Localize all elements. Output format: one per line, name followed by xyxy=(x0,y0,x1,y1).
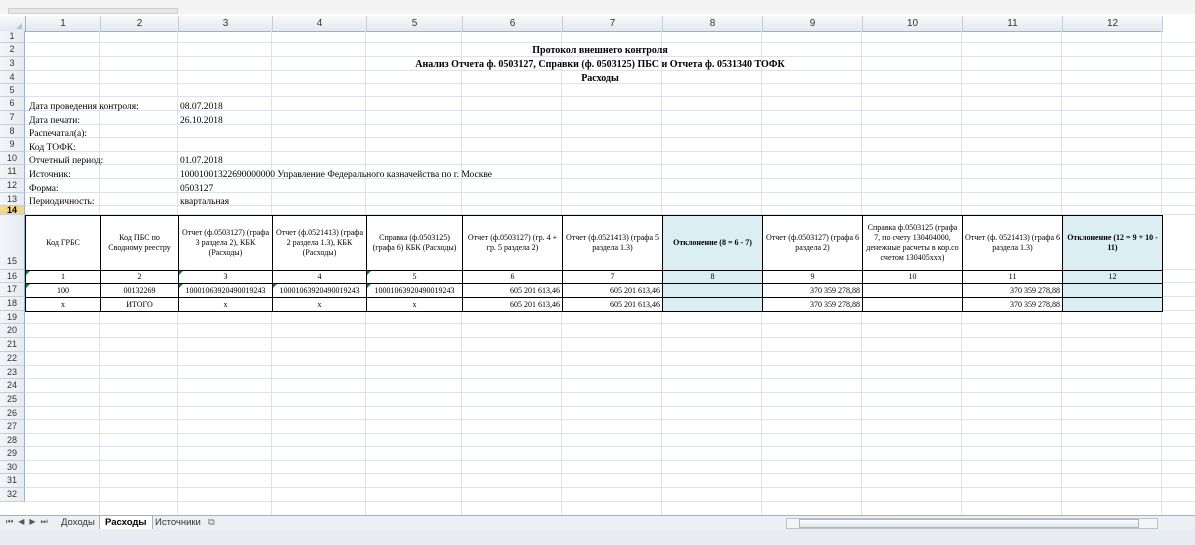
row-header[interactable]: 26 xyxy=(0,407,25,420)
sheet-tab-bar xyxy=(0,515,1195,530)
table-header-cell[interactable]: Отклонение (12 = 9 + 10 - 11) xyxy=(1062,215,1163,271)
table-header-cell[interactable]: Отчет (ф.0521413) (графа 5 раздела 1.3) xyxy=(562,215,663,271)
info-value: 01.07.2018 xyxy=(180,156,223,166)
table-header-cell[interactable]: Справка (ф.0503125) (графа 6) КБК (Расходы) xyxy=(366,215,463,271)
row-header[interactable]: 24 xyxy=(0,379,25,393)
column-header[interactable]: 12 xyxy=(1063,16,1163,31)
scroll-thumb[interactable] xyxy=(799,519,1139,528)
gridline xyxy=(25,365,1195,366)
info-label: Периодичность: xyxy=(29,197,95,207)
gridline xyxy=(25,70,1195,71)
row-header[interactable]: 9 xyxy=(0,138,25,152)
table-cell[interactable]: х xyxy=(366,297,463,312)
row-header[interactable]: 22 xyxy=(0,352,25,366)
row-header[interactable]: 30 xyxy=(0,461,25,474)
row-header[interactable]: 3 xyxy=(0,57,25,71)
spreadsheet-grid[interactable] xyxy=(0,31,1195,515)
table-header-cell[interactable]: Отчет (ф.0503127) (гр. 4 + гр. 5 раздела 2) xyxy=(462,215,563,271)
table-header-cell[interactable]: Справка ф.0503125 (графа 7, по счету 130404000, денежные расчеты в кор.со счетом 130405ххх) xyxy=(862,215,963,271)
row-header[interactable]: 25 xyxy=(0,393,25,407)
table-header-cell[interactable]: Отклонение (8 = 6 - 7) xyxy=(662,215,763,271)
info-value: 10001001322690000000 Управление Федерального казначейства по г. Москве xyxy=(180,170,493,180)
row-header[interactable]: 13 xyxy=(0,193,25,206)
row-header[interactable]: 29 xyxy=(0,447,25,461)
table-number-cell[interactable]: 9 xyxy=(762,270,863,284)
table-number-cell[interactable]: 2 xyxy=(100,270,179,284)
gridline xyxy=(25,487,1195,488)
table-number-cell[interactable]: 11 xyxy=(962,270,1063,284)
tab-dohody[interactable]: Доходы xyxy=(61,517,95,528)
row-header[interactable]: 5 xyxy=(0,84,25,97)
info-value: 26.10.2018 xyxy=(180,116,223,126)
column-header[interactable]: 9 xyxy=(763,16,863,31)
row-header[interactable]: 12 xyxy=(0,179,25,193)
gridline xyxy=(25,473,1195,474)
row-header[interactable]: 14 xyxy=(0,206,25,215)
row-header[interactable]: 2 xyxy=(0,43,25,57)
gridline xyxy=(25,501,1195,502)
table-cell[interactable]: х xyxy=(178,297,273,312)
row-header[interactable]: 27 xyxy=(0,420,25,434)
table-cell[interactable]: 370 359 278,88 xyxy=(762,297,863,312)
gridline xyxy=(25,433,1195,434)
table-cell[interactable]: х xyxy=(25,297,101,312)
table-cell[interactable] xyxy=(1062,297,1163,312)
first-sheet-icon[interactable]: ⏮ xyxy=(6,517,14,526)
table-header-cell[interactable]: Отчет (ф.0503127) (графа 6 раздела 2) xyxy=(762,215,863,271)
table-number-cell[interactable]: 12 xyxy=(1062,270,1163,284)
table-cell[interactable] xyxy=(1062,283,1163,298)
row-header[interactable]: 17 xyxy=(0,283,25,297)
table-number-cell[interactable]: 1 xyxy=(25,270,101,284)
info-label: Отчетный период: xyxy=(29,156,104,166)
row-header[interactable]: 10 xyxy=(0,152,25,165)
row-header[interactable]: 8 xyxy=(0,125,25,138)
column-header[interactable]: 10 xyxy=(863,16,963,31)
gridline xyxy=(25,151,1195,152)
column-header[interactable]: 6 xyxy=(463,16,563,31)
table-number-cell[interactable]: 4 xyxy=(272,270,367,284)
prev-sheet-icon[interactable]: ◀ xyxy=(18,517,25,526)
tab-istochniki[interactable]: Источники xyxy=(155,517,201,528)
column-header[interactable]: 7 xyxy=(563,16,663,31)
gridline xyxy=(25,351,1195,352)
table-cell[interactable]: ИТОГО xyxy=(100,297,179,312)
gridline xyxy=(25,137,1195,138)
table-cell[interactable] xyxy=(662,283,763,298)
table-cell[interactable]: 605 201 613,46 xyxy=(462,283,563,298)
column-header-bar xyxy=(0,16,1163,32)
table-header-cell[interactable]: Отчет (ф.0521413) (графа 2 раздела 1.3), КБК (Расходы) xyxy=(272,215,367,271)
name-box[interactable] xyxy=(8,8,178,14)
row-header[interactable]: 4 xyxy=(0,71,25,84)
table-cell[interactable]: 00132269 xyxy=(100,283,179,298)
row-header[interactable]: 16 xyxy=(0,270,25,283)
table-number-cell[interactable]: 6 xyxy=(462,270,563,284)
row-header[interactable]: 15 xyxy=(0,215,25,270)
formula-bar-area xyxy=(0,0,1195,14)
table-cell[interactable]: 100 xyxy=(25,283,101,298)
sheet-nav-buttons xyxy=(6,517,48,527)
table-cell[interactable]: 605 201 613,46 xyxy=(562,297,663,312)
table-number-cell[interactable]: 7 xyxy=(562,270,663,284)
select-all-corner[interactable] xyxy=(0,16,26,31)
gridline xyxy=(25,337,1195,338)
table-cell[interactable]: 605 201 613,46 xyxy=(562,283,663,298)
row-header[interactable]: 6 xyxy=(0,97,25,111)
column-header[interactable]: 1 xyxy=(26,16,101,31)
table-cell[interactable]: 10001063920490019243 xyxy=(178,283,273,298)
report-section: Расходы xyxy=(581,73,619,84)
row-header[interactable]: 18 xyxy=(0,297,25,311)
table-cell[interactable]: 370 359 278,88 xyxy=(962,283,1063,298)
table-number-cell[interactable]: 3 xyxy=(178,270,273,284)
row-header[interactable]: 7 xyxy=(0,111,25,125)
info-value: 0503127 xyxy=(180,184,214,194)
table-cell[interactable]: 10001063920490019243 xyxy=(272,283,367,298)
row-header[interactable]: 23 xyxy=(0,366,25,379)
info-value: квартальная xyxy=(180,197,230,207)
gridline xyxy=(25,96,1195,97)
row-header[interactable]: 19 xyxy=(0,311,25,324)
insert-sheet-icon[interactable]: ⧉ xyxy=(208,517,215,528)
info-label: Распечатал(а): xyxy=(29,129,88,139)
table-cell[interactable]: 370 359 278,88 xyxy=(962,297,1063,312)
tab-raskhody[interactable]: Расходы xyxy=(99,516,153,529)
report-title: Протокол внешнего контроля xyxy=(532,45,668,56)
table-number-cell[interactable]: 5 xyxy=(366,270,463,284)
gridline xyxy=(25,419,1195,420)
info-value: 08.07.2018 xyxy=(180,102,223,112)
row-header[interactable]: 21 xyxy=(0,338,25,352)
gridline xyxy=(25,446,1195,447)
column-header[interactable]: 2 xyxy=(101,16,179,31)
table-cell[interactable] xyxy=(662,297,763,312)
gridline xyxy=(25,323,1195,324)
row-header[interactable]: 31 xyxy=(0,474,25,488)
row-header[interactable]: 11 xyxy=(0,165,25,179)
column-header[interactable]: 4 xyxy=(273,16,367,31)
gridline xyxy=(25,378,1195,379)
info-label: Форма: xyxy=(29,184,59,194)
horizontal-scrollbar[interactable] xyxy=(786,518,1158,529)
info-label: Код ТОФК: xyxy=(29,143,76,153)
info-label: Дата проведения контроля: xyxy=(29,102,139,112)
table-number-cell[interactable]: 8 xyxy=(662,270,763,284)
column-header[interactable]: 8 xyxy=(663,16,763,31)
table-header-cell[interactable]: Код ПБС по Сводному реестру xyxy=(100,215,179,271)
column-header[interactable]: 11 xyxy=(963,16,1063,31)
table-cell[interactable]: х xyxy=(272,297,367,312)
status-bar xyxy=(0,530,1195,545)
gridline xyxy=(25,460,1195,461)
table-cell[interactable]: 605 201 613,46 xyxy=(462,297,563,312)
column-header[interactable]: 5 xyxy=(367,16,463,31)
table-cell[interactable]: 10001063920490019243 xyxy=(366,283,463,298)
table-cell[interactable] xyxy=(862,297,963,312)
row-header[interactable]: 20 xyxy=(0,324,25,338)
gridline xyxy=(25,56,1195,57)
table-cell[interactable]: 370 359 278,88 xyxy=(762,283,863,298)
gridline xyxy=(25,406,1195,407)
table-cell[interactable] xyxy=(862,283,963,298)
info-label: Дата печати: xyxy=(29,116,80,126)
row-header[interactable]: 1 xyxy=(0,31,25,43)
info-label: Источник: xyxy=(29,170,71,180)
table-number-cell[interactable]: 10 xyxy=(862,270,963,284)
next-sheet-icon[interactable]: ▶ xyxy=(29,517,36,526)
gridline xyxy=(25,392,1195,393)
column-header[interactable]: 3 xyxy=(179,16,273,31)
row-header[interactable]: 32 xyxy=(0,488,25,502)
row-header[interactable]: 28 xyxy=(0,434,25,447)
gridline xyxy=(25,42,1195,43)
table-header-cell[interactable]: Отчет (ф.0503127) (графа 3 раздела 2), КБК (Расходы) xyxy=(178,215,273,271)
last-sheet-icon[interactable]: ⏭ xyxy=(40,517,48,526)
report-subtitle: Анализ Отчета ф. 0503127, Справки (ф. 0503125) ПБС и Отчета ф. 0531340 ТОФК xyxy=(415,59,785,70)
table-header-cell[interactable]: Отчет (ф. 0521413) (графа 6 раздела 1.3) xyxy=(962,215,1063,271)
table-header-cell[interactable]: Код ГРБС xyxy=(25,215,101,271)
